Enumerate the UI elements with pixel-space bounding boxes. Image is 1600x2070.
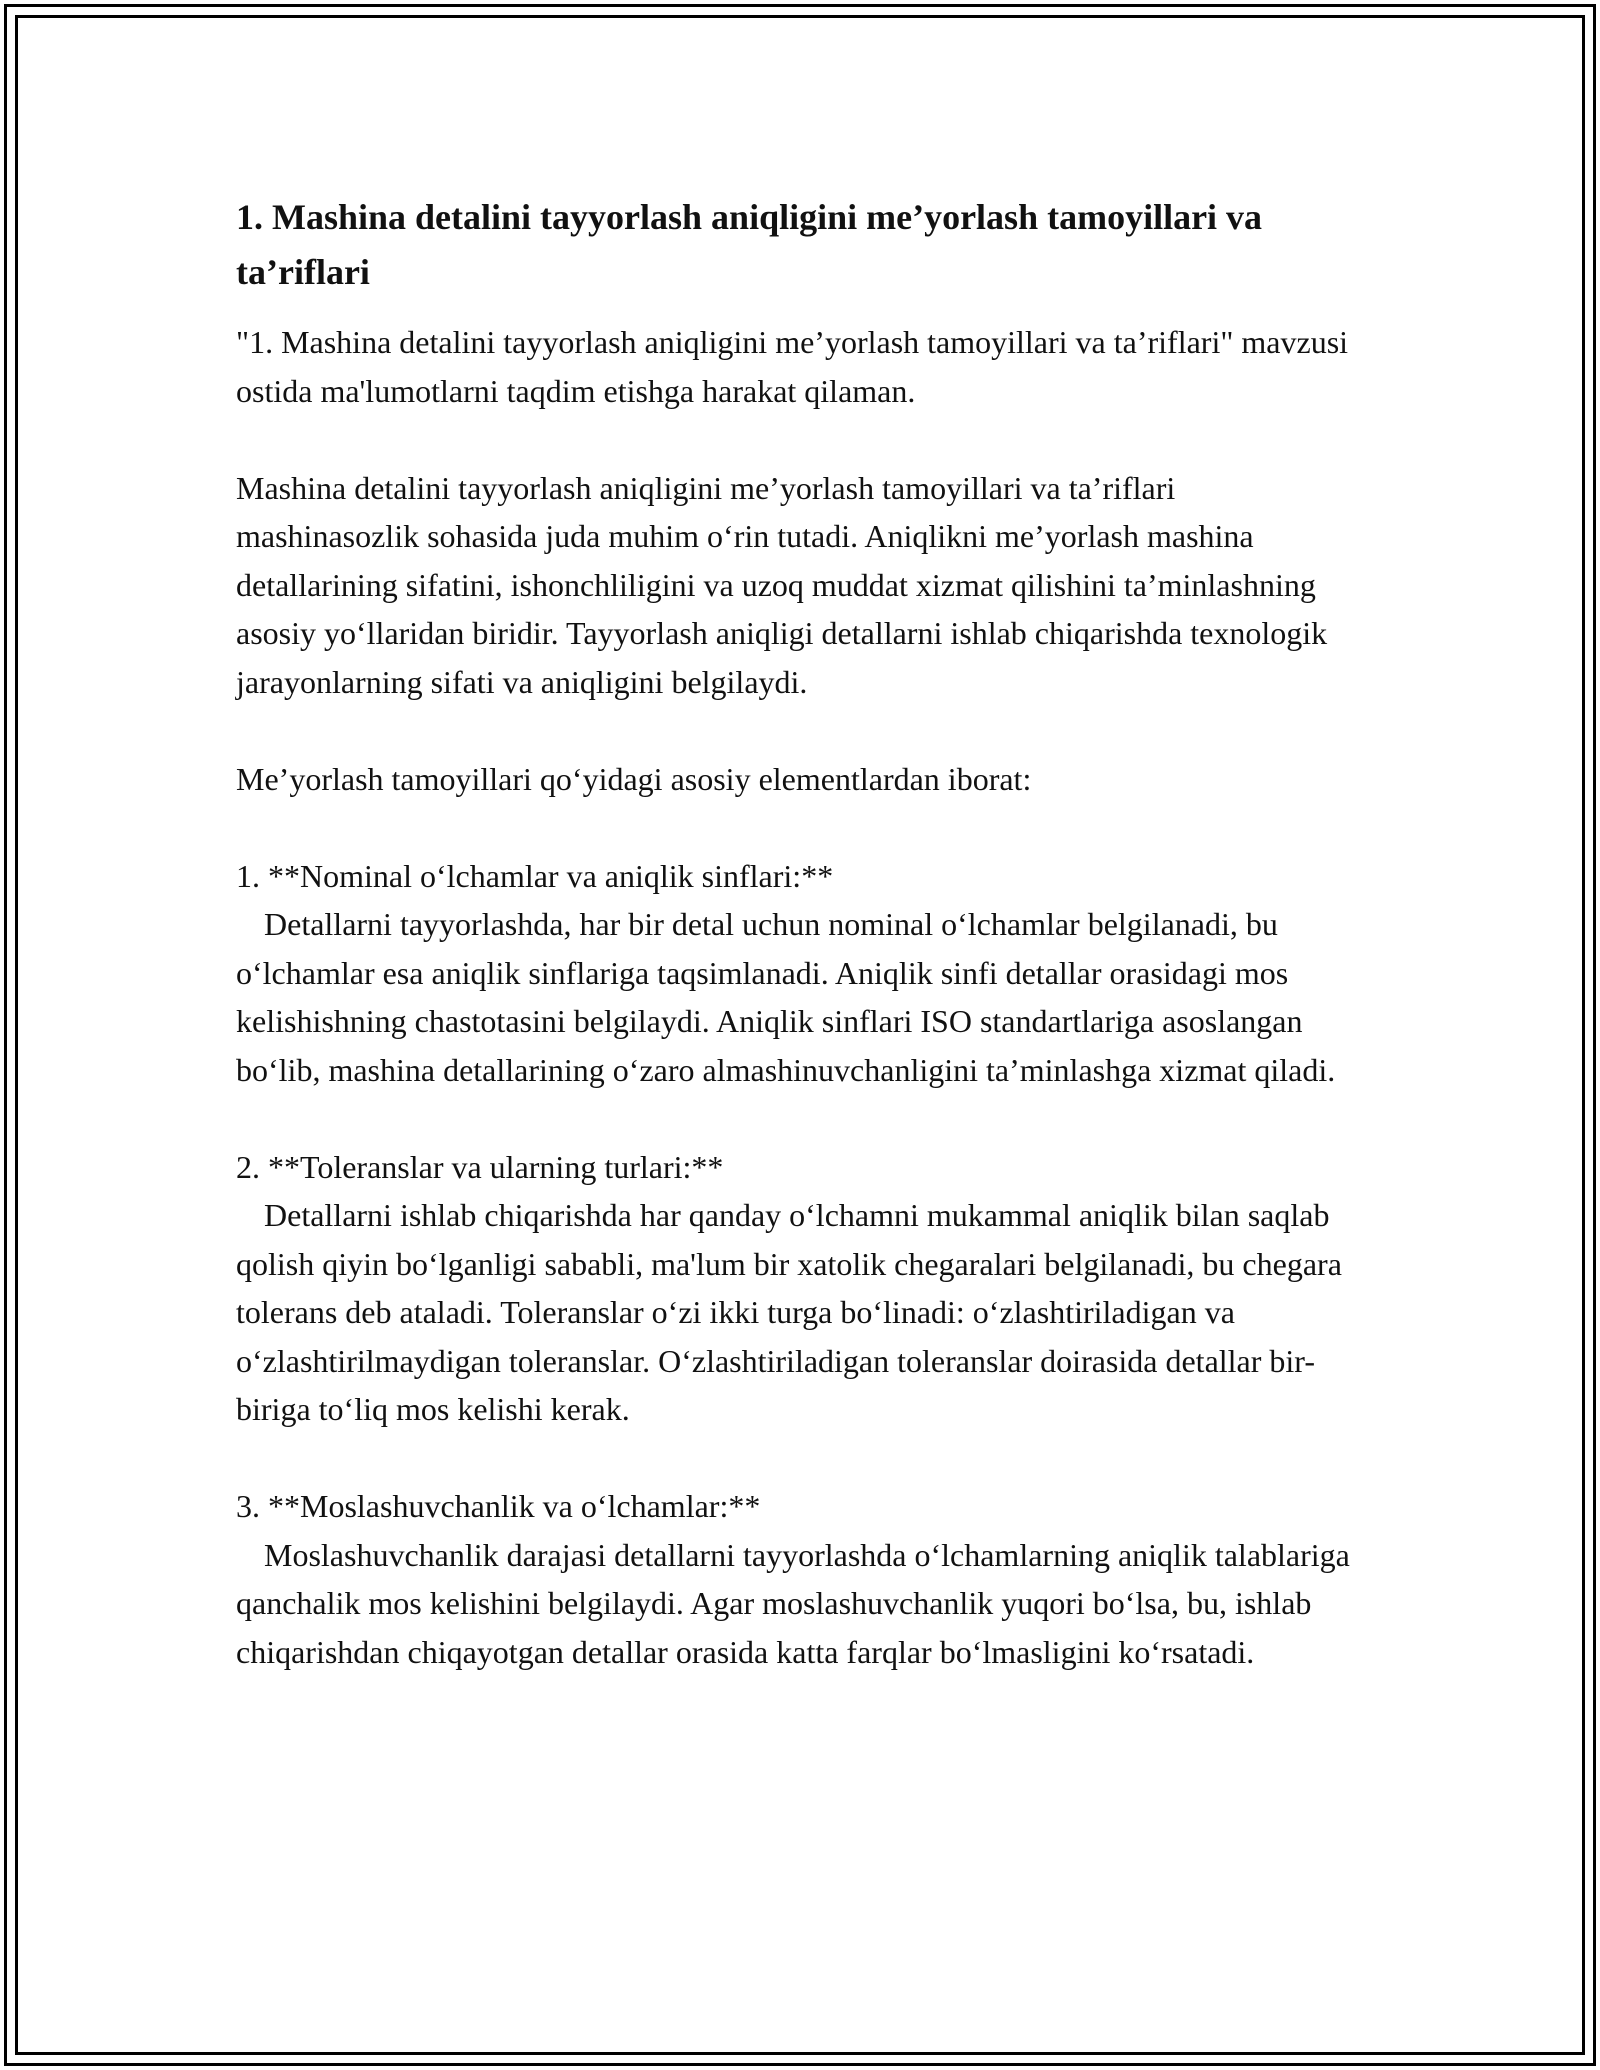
- list-item: [236, 852, 1366, 1095]
- list-item-body: Moslashuvchanlik darajasi detallarni tayyorlashda o‘lchamlarning aniqlik talablariga qanchalik mos kelishini belgilaydi. Agar moslashuvchanlik yuqori bo‘lsa, bu, ishlab chiqarishdan chiqayotgan detallar orasida katta farqlar bo‘lmasligini ko‘rsatadi.: [236, 1536, 1350, 1670]
- list-item: [236, 1482, 1366, 1676]
- paragraph-gap: [236, 415, 1366, 464]
- intro-paragraph: "1. Mashina detalini tayyorlash aniqligini me’yorlash tamoyillari va ta’riflari" mavzusi ostida ma'lumotlarni taqdim etishga harakat qilaman.: [236, 324, 1349, 409]
- paragraph-gap: [236, 803, 1366, 852]
- list-item-heading: 2. **Toleranslar va ularning turlari:**: [236, 1148, 724, 1185]
- paragraph-gap: [236, 706, 1366, 755]
- main-paragraph: Mashina detalini tayyorlash aniqligini me’yorlash tamoyillari va ta’riflari mashinasozlik sohasida juda muhim o‘rin tutadi. Aniqlikni me’yorlash mashina detallarining sifatini, ishonchliligini va uzoq muddat xizmat qilishini ta’minlashning asosiy yo‘llaridan biridir. Tayyorlash aniqligi detallarni ishlab chiqarishda texnologik jarayonlarning sifati va aniqligini belgilaydi.: [236, 469, 1328, 700]
- list-intro: Me’yorlash tamoyillari qo‘yidagi asosiy elementlardan iborat:: [236, 760, 1032, 797]
- paragraph-gap: [236, 1434, 1366, 1483]
- list-item-heading: 3. **Moslashuvchanlik va o‘lchamlar:**: [236, 1488, 761, 1524]
- list-item-heading: 1. **Nominal o‘lchamlar va aniqlik sinflari:**: [236, 857, 834, 894]
- list-item-body: Detallarni ishlab chiqarishda har qanday o‘lchamni mukammal aniqlik bilan saqlab qolish qiyin bo‘lganligi sababli, ma'lum bir xatolik chegaralari belgilanadi, bu chegara tolerans deb ataladi. Toleranslar o‘zi ikki turga bo‘linadi: o‘zlashtiriladigan va o‘zlashtirilmaydigan toleranslar. O‘zlashtiriladigan toleranslar doirasida detallar bir-biriga to‘liq mos kelishi kerak.: [236, 1197, 1342, 1427]
- paragraph-gap: [236, 1094, 1366, 1143]
- document-title: 1. Mashina detalini tayyorlash aniqligini me’yorlash tamoyillari va ta’riflari: [236, 197, 1263, 292]
- list-item-body: Detallarni tayyorlashda, har bir detal uchun nominal o‘lchamlar belgilanadi, bu o‘lchamlar esa aniqlik sinflariga taqsimlanadi. Aniqlik sinfi detallar orasidagi mos kelishishning chastotasini belgilaydi. Aniqlik sinflari ISO standartlariga asoslangan bo‘lib, mashina detallarining o‘zaro almashinuvchanligini ta’minlashga xizmat qiladi.: [236, 906, 1336, 1088]
- list-item: [236, 1143, 1366, 1434]
- document-body: [236, 190, 1366, 1676]
